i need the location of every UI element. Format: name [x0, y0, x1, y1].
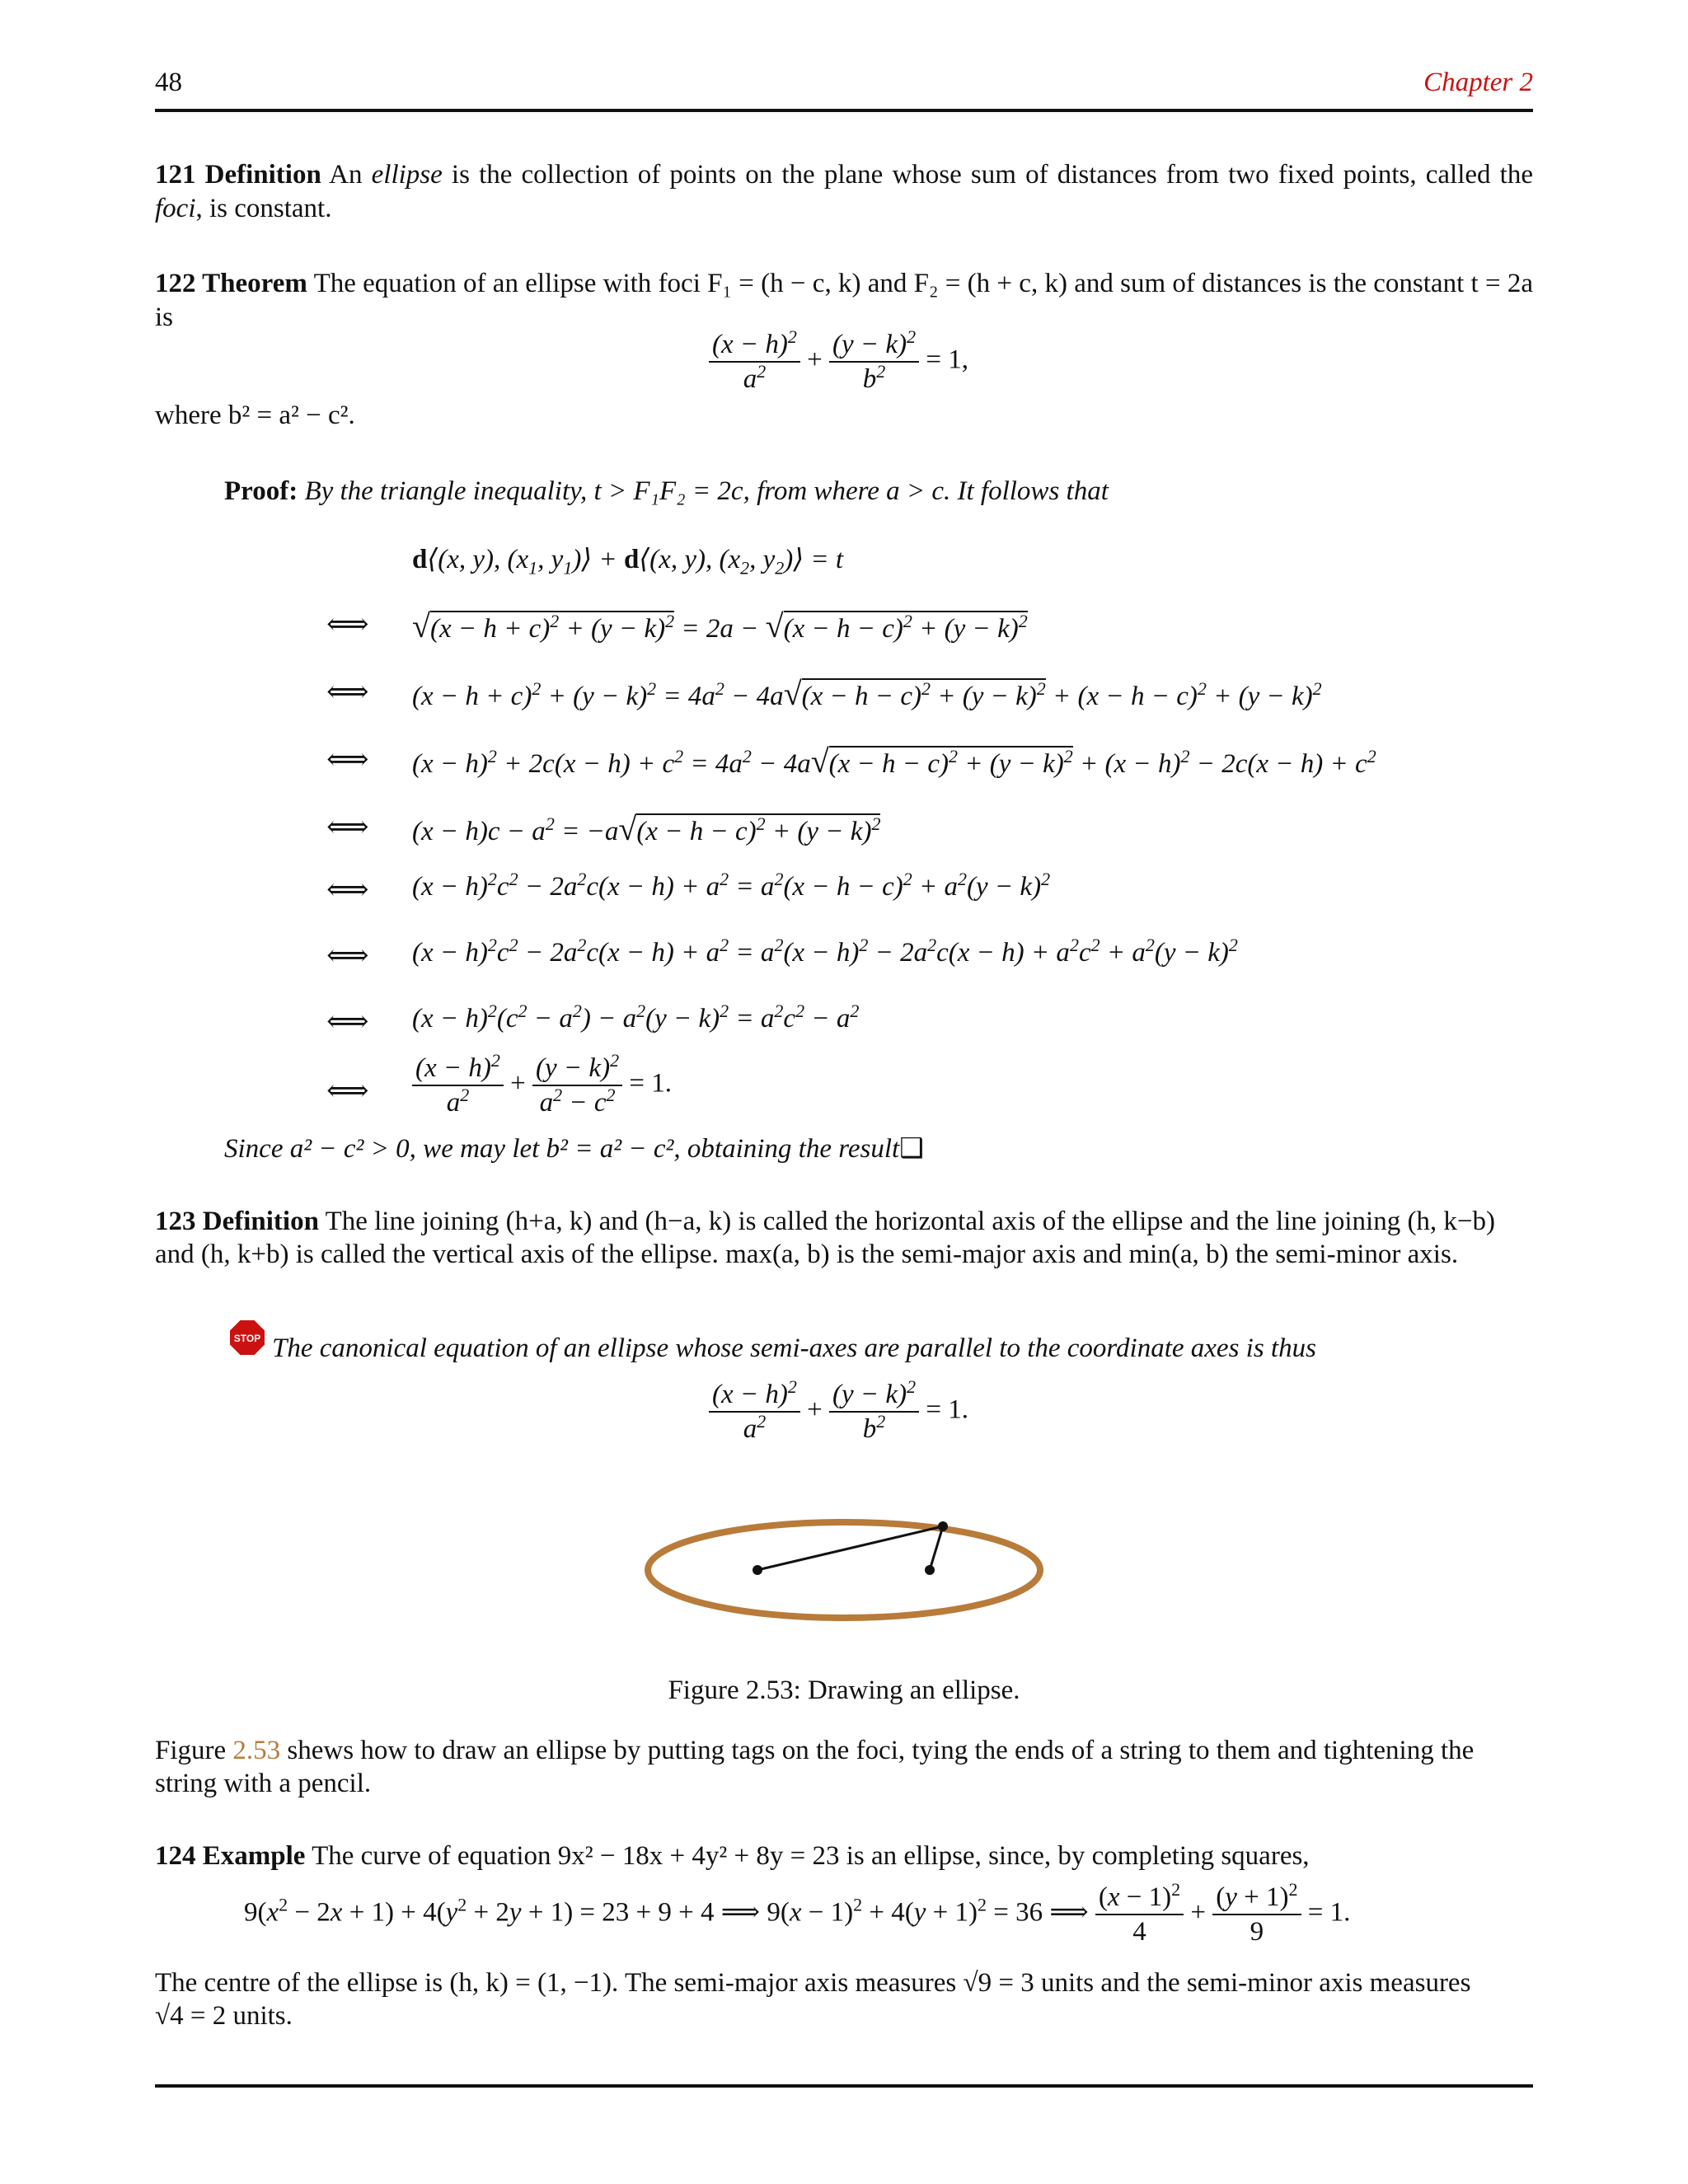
proof-step-3: $(x - h)^2 + 2c(x - h) + c^2 = 4a^2 - 4a√(x - h - c)^2 + (y - k)^2 + (x - h)^2 - 2c(x - h) + c^2$ [412, 743, 1376, 780]
definition-text: An [329, 160, 372, 190]
definition-text: , is constant. [195, 194, 332, 223]
term-foci: foci [155, 194, 196, 223]
proof-intro [224, 475, 1533, 509]
definition-line-2: and (h, k+b) is called the vertical axis of the ellipse. max(a, b) is the semi-major axis and min(a, b) the semi-minor axis. [155, 1240, 1459, 1269]
figure-paragraph [155, 1734, 1533, 1768]
iff-symbol: ⟺ [326, 743, 369, 776]
term-ellipse: ellipse [371, 160, 443, 190]
footer-rule [155, 2084, 1533, 2088]
example-124 [155, 1840, 1533, 1873]
proof-conclusion [224, 1132, 1533, 1166]
figure-caption: Figure 2.53: Drawing an ellipse. [668, 1675, 1020, 1705]
example-label: 124 Example [155, 1841, 306, 1871]
definition-label: 121 Definition [155, 160, 321, 190]
example-equation: $9(x^2 - 2x + 1) + 4(y^2 + 2y + 1) = 23 + 9 + 4$ ⟹ $9(x - 1)^2 + 4(y + 1)^2 = 36$ ⟹ $\frac{(x - 1)^2}{4}$ + $\frac{(y + 1)^2}{9}$ = 1. [244, 1879, 1351, 1947]
example-centre-line-2: √4 = 2 units. [155, 2001, 293, 2031]
page-header [155, 68, 1533, 112]
string-segment-2 [930, 1526, 943, 1570]
proof-step-8: $\frac{(x - h)^2}{a^2}$ + $\frac{(y - k)^2}{a^2 - c^2}$ = 1. [412, 1052, 672, 1119]
pencil-point [938, 1521, 948, 1531]
chapter-title: Chapter 2 [1423, 68, 1533, 97]
iff-symbol: ⟺ [326, 675, 369, 708]
definition-text: is the collection of points on the plane whose sum of distances from two fixed points, called the [442, 160, 1533, 190]
iff-symbol: ⟺ [326, 810, 369, 843]
iff-symbol: ⟺ [326, 939, 369, 972]
ellipse-figure [635, 1508, 1047, 1632]
stop-icon-text: STOP [233, 1333, 261, 1344]
proof-step-5: $(x - h)^2c^2 - 2a^2c(x - h) + a^2 = a^2(x - h - c)^2 + a^2(y - k)^2$ [412, 869, 1051, 902]
proof-step-7: $(x - h)^2(c^2 - a^2) - a^2(y - k)^2 = a^2c^2 - a^2$ [412, 1001, 860, 1033]
definition-line-1: The line joining (h+a, k) and (h−a, k) is called the horizontal axis of the ellipse and the line joining (h, k−b) [325, 1207, 1496, 1236]
iff-symbol: ⟺ [326, 607, 369, 640]
proof-step-4: $(x - h)c - a^2 = -a√(x - h - c)^2 + (y - k)^2$ [412, 810, 881, 847]
qed-symbol: ❑ [899, 1134, 924, 1164]
proof-step-6: $(x - h)^2c^2 - 2a^2c(x - h) + a^2 = a^2(x - h)^2 - 2a^2c(x - h) + a^2c^2 + a^2(y - k)^2$ [412, 935, 1238, 968]
example-text: The curve of equation 9x² − 18x + 4y² + 8y = 23 is an ellipse, since, by completing squares, [312, 1841, 1310, 1871]
proof-intro-text: By the triangle inequality, t > F₁F₂ = 2c, from where a > c. It follows that [304, 476, 1109, 506]
page-number: 48 [155, 68, 182, 97]
iff-symbol: ⟺ [326, 1074, 369, 1107]
ellipse-equation: $\frac{(x - h)^2}{a^2}$ + $\frac{(y - k)^2}{b^2}$ = 1, [709, 328, 968, 396]
theorem-text: The equation of an ellipse with foci F₁ = (h − c, k) and F₂ = (h + c, k) and sum of distances is the constant t = 2a is [155, 269, 1533, 332]
canonical-equation: $\frac{(x - h)^2}{a^2}$ + $\frac{(y - k)^2}{b^2}$ = 1. [709, 1378, 968, 1446]
paragraph-text: shews how to draw an ellipse by putting tags on the foci, tying the ends of a string to them and tightening the [280, 1736, 1475, 1765]
proof-step-1: $√(x - h + c)^2 + (y - k)^2 = 2a - √(x - h - c)^2 + (y - k)^2$ [412, 607, 1028, 644]
definition-121 [155, 158, 1533, 226]
proof-conclusion-text: Since a² − c² > 0, we may let b² = a² − c², obtaining the result [224, 1134, 900, 1164]
figure-paragraph-line-2: string with a pencil. [155, 1769, 372, 1798]
iff-symbol: ⟺ [326, 873, 369, 906]
ellipse-curve [648, 1522, 1040, 1618]
figure-ref-link[interactable]: 2.53 [232, 1736, 281, 1765]
proof-label: Proof: [224, 476, 298, 506]
focus-point-2 [925, 1565, 935, 1575]
definition-label: 123 Definition [155, 1207, 319, 1236]
proof-step-0: d⟨(x, y), ($x_1$, $y_1)⟩$ + d⟨(x, y), ($x_2$, $y_2)⟩ = t$ [412, 545, 844, 579]
theorem-122 [155, 267, 1533, 335]
definition-123 [155, 1205, 1533, 1239]
stop-note-text: The canonical equation of an ellipse whose semi-axes are parallel to the coordinate axes is thus [272, 1333, 1316, 1363]
stop-sign-icon [228, 1319, 266, 1357]
string-segment-1 [757, 1526, 943, 1570]
focus-point-1 [753, 1565, 762, 1575]
proof-step-2: $(x - h + c)^2 + (y - k)^2 = 4a^2 - 4a√(x - h - c)^2 + (y - k)^2 + (x - h - c)^2 + (y - k)^2$ [412, 675, 1322, 712]
iff-symbol: ⟺ [326, 1005, 369, 1038]
paragraph-text: Figure [155, 1736, 233, 1765]
theorem-where: where b² = a² − c². [155, 401, 355, 430]
example-centre-line-1: The centre of the ellipse is (h, k) = (1, −1). The semi-major axis measures √9 = 3 units and the semi-minor axis measures [155, 1968, 1471, 1998]
theorem-label: 122 Theorem [155, 269, 307, 298]
